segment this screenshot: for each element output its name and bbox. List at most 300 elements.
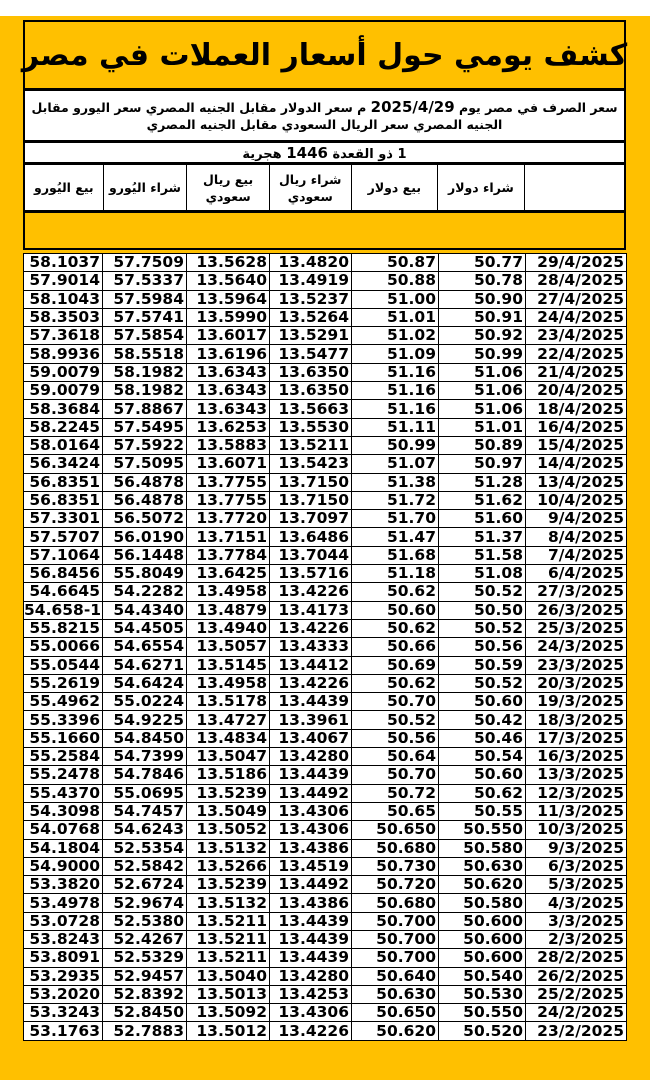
sell-euro-cell: 53.3243 [24, 1004, 103, 1022]
sell-dollar-cell: 50.65 [352, 802, 439, 820]
sell-dollar-cell: 50.60 [352, 601, 439, 619]
sell-euro-cell: 53.1763 [24, 1022, 103, 1040]
buy-dollar-cell: 50.550 [439, 821, 526, 839]
sell-dollar-cell: 50.70 [352, 693, 439, 711]
buy-dollar-cell: 51.01 [439, 418, 526, 436]
sell-euro-cell: 56.3424 [24, 455, 103, 473]
date-cell: 7/4/2025 [526, 546, 627, 564]
buy-euro-cell: 54.8450 [103, 729, 187, 747]
sell-riyal-cell: 13.6071 [187, 455, 270, 473]
sell-euro-cell: 54.1804 [24, 839, 103, 857]
buy-dollar-cell: 51.06 [439, 382, 526, 400]
table-row [24, 1022, 627, 1040]
buy-euro-cell: 52.5380 [103, 912, 187, 930]
sell-riyal-cell: 13.7151 [187, 528, 270, 546]
sell-riyal-cell: 13.5266 [187, 857, 270, 875]
buy-riyal-cell: 13.4519 [270, 857, 352, 875]
buy-dollar-cell: 50.550 [439, 1004, 526, 1022]
date-cell: 14/4/2025 [526, 455, 627, 473]
sell-dollar-cell: 51.01 [352, 308, 439, 326]
sell-riyal-cell: 13.5132 [187, 894, 270, 912]
date-cell: 25/2/2025 [526, 985, 627, 1003]
table-row [24, 345, 627, 363]
buy-dollar-cell: 50.54 [439, 748, 526, 766]
buy-dollar-cell: 50.89 [439, 436, 526, 454]
buy-riyal-cell: 13.4412 [270, 656, 352, 674]
table-row [24, 254, 627, 272]
sell-euro-cell: 58.9936 [24, 345, 103, 363]
date-cell: 16/4/2025 [526, 418, 627, 436]
buy-riyal-cell: 13.4226 [270, 1022, 352, 1040]
buy-dollar-cell: 50.42 [439, 711, 526, 729]
sell-riyal-cell: 13.7755 [187, 491, 270, 509]
page-title: كشف يومي حول أسعار العملات في مصر [21, 37, 628, 73]
header-buy-riyal: شراء ريال سعودي [269, 165, 351, 210]
buy-riyal-cell: 13.7097 [270, 510, 352, 528]
sell-euro-cell: 58.1037 [24, 254, 103, 272]
sell-euro-cell: 55.2584 [24, 748, 103, 766]
buy-riyal-cell: 13.4333 [270, 638, 352, 656]
sell-dollar-cell: 51.38 [352, 473, 439, 491]
table-row [24, 565, 627, 583]
sell-riyal-cell: 13.5883 [187, 436, 270, 454]
date-cell: 22/4/2025 [526, 345, 627, 363]
header-sell-riyal: بيع ريال سعودي [186, 165, 269, 210]
buy-euro-cell: 54.4340 [103, 601, 187, 619]
date-cell: 24/3/2025 [526, 638, 627, 656]
table-row [24, 894, 627, 912]
header-sell-dollar: بيع دولار [351, 165, 438, 210]
table-row [24, 748, 627, 766]
sell-euro-cell: 55.2478 [24, 766, 103, 784]
table-row [24, 656, 627, 674]
table-row [24, 382, 627, 400]
buy-riyal-cell: 13.4386 [270, 839, 352, 857]
table-row [24, 674, 627, 692]
sell-euro-cell: 57.3618 [24, 327, 103, 345]
sell-riyal-cell: 13.5040 [187, 967, 270, 985]
buy-riyal-cell: 13.5530 [270, 418, 352, 436]
sell-dollar-cell: 50.87 [352, 254, 439, 272]
description-text [31, 99, 618, 133]
date-cell: 21/4/2025 [526, 363, 627, 381]
header-buy-dollar: شراء دولار [437, 165, 524, 210]
table-row [24, 491, 627, 509]
buy-euro-cell: 52.6724 [103, 876, 187, 894]
buy-riyal-cell: 13.5663 [270, 400, 352, 418]
buy-dollar-cell: 50.92 [439, 327, 526, 345]
sell-riyal-cell: 13.5178 [187, 693, 270, 711]
table-row [24, 876, 627, 894]
buy-euro-cell: 52.7883 [103, 1022, 187, 1040]
sell-riyal-cell: 13.6343 [187, 400, 270, 418]
sell-euro-cell: 54.6645 [24, 583, 103, 601]
buy-euro-cell: 57.7509 [103, 254, 187, 272]
buy-riyal-cell: 13.4226 [270, 583, 352, 601]
buy-euro-cell: 57.5854 [103, 327, 187, 345]
date-cell: 10/3/2025 [526, 821, 627, 839]
header-sell-euro: بيع اليُورو [34, 180, 94, 195]
sell-riyal-cell: 13.5049 [187, 802, 270, 820]
sell-dollar-cell: 50.730 [352, 857, 439, 875]
date-cell: 26/3/2025 [526, 601, 627, 619]
buy-dollar-cell: 50.520 [439, 1022, 526, 1040]
sell-dollar-cell: 50.72 [352, 784, 439, 802]
sell-euro-cell: 53.8091 [24, 949, 103, 967]
sell-riyal-cell: 13.7784 [187, 546, 270, 564]
date-cell: 8/4/2025 [526, 528, 627, 546]
buy-dollar-cell: 50.62 [439, 784, 526, 802]
sell-dollar-cell: 50.99 [352, 436, 439, 454]
sell-riyal-cell: 13.7720 [187, 510, 270, 528]
header-buy-euro: شراء اليُورو [103, 165, 187, 210]
sell-riyal-cell: 13.5211 [187, 912, 270, 930]
date-cell: 10/4/2025 [526, 491, 627, 509]
buy-riyal-cell: 13.4439 [270, 930, 352, 948]
date-cell: 4/3/2025 [526, 894, 627, 912]
date-cell: 23/4/2025 [526, 327, 627, 345]
sell-euro-cell: 59.0079 [24, 363, 103, 381]
sell-riyal-cell: 13.5186 [187, 766, 270, 784]
sell-riyal-cell: 13.5239 [187, 876, 270, 894]
buy-riyal-cell: 13.4067 [270, 729, 352, 747]
buy-euro-cell: 55.0224 [103, 693, 187, 711]
buy-euro-cell: 58.5518 [103, 345, 187, 363]
sell-dollar-cell: 50.620 [352, 1022, 439, 1040]
sell-euro-cell: 58.0164 [24, 436, 103, 454]
date-cell: 20/4/2025 [526, 382, 627, 400]
table-row [24, 711, 627, 729]
sell-dollar-cell: 50.62 [352, 674, 439, 692]
buy-dollar-cell: 50.99 [439, 345, 526, 363]
sell-riyal-cell: 13.5013 [187, 985, 270, 1003]
sell-riyal-cell: 13.5640 [187, 272, 270, 290]
table-row [24, 327, 627, 345]
sell-euro-cell: 57.3301 [24, 510, 103, 528]
buy-riyal-cell: 13.4919 [270, 272, 352, 290]
sell-euro-cell: 56.8351 [24, 473, 103, 491]
sell-euro-cell: 58.2245 [24, 418, 103, 436]
buy-euro-cell: 54.6243 [103, 821, 187, 839]
buy-riyal-cell: 13.5716 [270, 565, 352, 583]
buy-riyal-cell: 13.4280 [270, 748, 352, 766]
sell-dollar-cell: 51.68 [352, 546, 439, 564]
sell-euro-cell: 55.4962 [24, 693, 103, 711]
table-row [24, 693, 627, 711]
sell-dollar-cell: 51.02 [352, 327, 439, 345]
date-cell: 9/3/2025 [526, 839, 627, 857]
sell-riyal-cell: 13.4958 [187, 583, 270, 601]
buy-euro-cell: 57.5922 [103, 436, 187, 454]
buy-riyal-cell: 13.4439 [270, 766, 352, 784]
date-cell: 17/3/2025 [526, 729, 627, 747]
sell-riyal-cell: 13.6343 [187, 382, 270, 400]
sell-riyal-cell: 13.6425 [187, 565, 270, 583]
sell-euro-cell: 58.3503 [24, 308, 103, 326]
sell-dollar-cell: 50.720 [352, 876, 439, 894]
sell-dollar-cell: 50.630 [352, 985, 439, 1003]
buy-dollar-cell: 50.580 [439, 894, 526, 912]
buy-riyal-cell: 13.4386 [270, 894, 352, 912]
date-cell: 6/4/2025 [526, 565, 627, 583]
title-banner [23, 20, 626, 90]
table-row [24, 784, 627, 802]
sell-riyal-cell: 13.5012 [187, 1022, 270, 1040]
sell-euro-cell: 55.0544 [24, 656, 103, 674]
buy-dollar-cell: 50.77 [439, 254, 526, 272]
buy-riyal-cell: 13.6350 [270, 363, 352, 381]
buy-dollar-cell: 50.620 [439, 876, 526, 894]
sell-riyal-cell: 13.7755 [187, 473, 270, 491]
buy-riyal-cell: 13.4439 [270, 912, 352, 930]
date-cell: 27/3/2025 [526, 583, 627, 601]
buy-dollar-cell: 50.97 [439, 455, 526, 473]
buy-riyal-cell: 13.5264 [270, 308, 352, 326]
date-cell: 18/4/2025 [526, 400, 627, 418]
table-row [24, 1004, 627, 1022]
buy-riyal-cell: 13.5477 [270, 345, 352, 363]
sell-riyal-cell: 13.5145 [187, 656, 270, 674]
hijri-year: 1446 [286, 143, 328, 162]
hijri-date [242, 144, 406, 162]
date-cell: 26/2/2025 [526, 967, 627, 985]
sell-euro-cell: 57.1064 [24, 546, 103, 564]
buy-euro-cell: 54.7399 [103, 748, 187, 766]
table-row [24, 930, 627, 948]
buy-dollar-cell: 51.06 [439, 363, 526, 381]
buy-euro-cell: 56.4878 [103, 473, 187, 491]
sell-euro-cell: 54.9000 [24, 857, 103, 875]
sell-riyal-cell: 13.6343 [187, 363, 270, 381]
buy-riyal-cell: 13.4306 [270, 802, 352, 820]
buy-riyal-cell: 13.4306 [270, 821, 352, 839]
sell-riyal-cell: 13.4727 [187, 711, 270, 729]
buy-dollar-cell: 50.60 [439, 693, 526, 711]
sell-riyal-cell: 13.4940 [187, 619, 270, 637]
sell-dollar-cell: 51.11 [352, 418, 439, 436]
buy-dollar-cell: 50.600 [439, 949, 526, 967]
buy-dollar-cell: 51.08 [439, 565, 526, 583]
description-date: 2025/4/29 [370, 97, 455, 116]
sell-dollar-cell: 50.52 [352, 711, 439, 729]
buy-dollar-cell: 50.90 [439, 290, 526, 308]
date-cell: 24/2/2025 [526, 1004, 627, 1022]
buy-dollar-cell: 50.540 [439, 967, 526, 985]
buy-euro-cell: 56.0190 [103, 528, 187, 546]
sell-euro-cell: 54.0768 [24, 821, 103, 839]
buy-euro-cell: 57.8867 [103, 400, 187, 418]
sell-dollar-cell: 50.680 [352, 839, 439, 857]
date-cell: 2/3/2025 [526, 930, 627, 948]
date-cell: 25/3/2025 [526, 619, 627, 637]
buy-dollar-cell: 50.55 [439, 802, 526, 820]
buy-euro-cell: 56.5072 [103, 510, 187, 528]
table-row [24, 546, 627, 564]
sell-dollar-cell: 50.700 [352, 912, 439, 930]
sell-riyal-cell: 13.5057 [187, 638, 270, 656]
buy-euro-cell: 54.9225 [103, 711, 187, 729]
sell-euro-cell: 56.8351 [24, 491, 103, 509]
buy-riyal-cell: 13.4439 [270, 693, 352, 711]
buy-euro-cell: 57.5495 [103, 418, 187, 436]
sell-euro-cell: 56.8456 [24, 565, 103, 583]
buy-dollar-cell: 51.60 [439, 510, 526, 528]
sell-dollar-cell: 51.70 [352, 510, 439, 528]
sell-euro-cell: 55.0066 [24, 638, 103, 656]
buy-euro-cell: 52.9674 [103, 894, 187, 912]
sell-riyal-cell: 13.5211 [187, 930, 270, 948]
date-cell: 29/4/2025 [526, 254, 627, 272]
table-row [24, 802, 627, 820]
buy-riyal-cell: 13.5423 [270, 455, 352, 473]
buy-dollar-cell: 51.37 [439, 528, 526, 546]
sell-dollar-cell: 50.700 [352, 930, 439, 948]
sell-dollar-cell: 51.09 [352, 345, 439, 363]
table-row [24, 290, 627, 308]
buy-riyal-cell: 13.3961 [270, 711, 352, 729]
table-row [24, 619, 627, 637]
sell-riyal-cell: 13.4834 [187, 729, 270, 747]
buy-dollar-cell: 50.600 [439, 930, 526, 948]
buy-euro-cell: 54.4505 [103, 619, 187, 637]
sell-euro-cell: 57.9014 [24, 272, 103, 290]
buy-dollar-cell: 50.59 [439, 656, 526, 674]
table-row [24, 821, 627, 839]
sell-dollar-cell: 50.650 [352, 821, 439, 839]
sell-riyal-cell: 13.5047 [187, 748, 270, 766]
sell-dollar-cell: 51.00 [352, 290, 439, 308]
sell-riyal-cell: 13.5239 [187, 784, 270, 802]
buy-riyal-cell: 13.4306 [270, 1004, 352, 1022]
sell-riyal-cell: 13.6253 [187, 418, 270, 436]
sell-euro-cell: 53.4978 [24, 894, 103, 912]
sell-dollar-cell: 51.16 [352, 363, 439, 381]
buy-riyal-cell: 13.4226 [270, 619, 352, 637]
header-spacer-row [23, 211, 626, 250]
buy-riyal-cell: 13.7150 [270, 473, 352, 491]
table-row [24, 418, 627, 436]
table-row [24, 400, 627, 418]
buy-euro-cell: 52.8450 [103, 1004, 187, 1022]
buy-riyal-cell: 13.4820 [270, 254, 352, 272]
buy-euro-cell: 57.5337 [103, 272, 187, 290]
buy-dollar-cell: 51.28 [439, 473, 526, 491]
date-cell: 11/3/2025 [526, 802, 627, 820]
sell-riyal-cell: 13.6017 [187, 327, 270, 345]
sell-dollar-cell: 51.16 [352, 400, 439, 418]
description-before-date: سعر الصرف في مصر يوم [459, 99, 618, 115]
buy-dollar-cell: 50.46 [439, 729, 526, 747]
buy-dollar-cell: 50.530 [439, 985, 526, 1003]
date-cell: 19/3/2025 [526, 693, 627, 711]
description-box [23, 89, 626, 142]
sell-dollar-cell: 50.62 [352, 583, 439, 601]
buy-euro-cell: 52.5354 [103, 839, 187, 857]
table-row [24, 949, 627, 967]
sell-dollar-cell: 50.66 [352, 638, 439, 656]
table-row [24, 510, 627, 528]
buy-dollar-cell: 50.600 [439, 912, 526, 930]
buy-euro-cell: 52.5329 [103, 949, 187, 967]
date-cell: 6/3/2025 [526, 857, 627, 875]
sell-dollar-cell: 50.56 [352, 729, 439, 747]
sell-riyal-cell: 13.5211 [187, 949, 270, 967]
sell-euro-cell: 55.1660 [24, 729, 103, 747]
table-row [24, 308, 627, 326]
buy-euro-cell: 54.7846 [103, 766, 187, 784]
buy-riyal-cell: 13.4439 [270, 949, 352, 967]
buy-euro-cell: 57.5984 [103, 290, 187, 308]
buy-euro-cell: 57.5095 [103, 455, 187, 473]
date-cell: 28/4/2025 [526, 272, 627, 290]
date-cell: 13/4/2025 [526, 473, 627, 491]
table-row [24, 857, 627, 875]
date-cell: 12/3/2025 [526, 784, 627, 802]
buy-euro-cell: 55.8049 [103, 565, 187, 583]
exchange-rate-table [23, 253, 627, 1041]
buy-euro-cell: 54.6554 [103, 638, 187, 656]
buy-euro-cell: 58.1982 [103, 363, 187, 381]
table-row [24, 638, 627, 656]
buy-dollar-cell: 51.58 [439, 546, 526, 564]
sell-dollar-cell: 51.16 [352, 382, 439, 400]
table-row [24, 839, 627, 857]
exchange-rate-table-body [24, 254, 627, 1041]
buy-dollar-cell: 50.91 [439, 308, 526, 326]
sell-riyal-cell: 13.5052 [187, 821, 270, 839]
sell-dollar-cell: 50.700 [352, 949, 439, 967]
table-row [24, 473, 627, 491]
date-cell: 20/3/2025 [526, 674, 627, 692]
date-cell: 24/4/2025 [526, 308, 627, 326]
sell-euro-cell: 55.4370 [24, 784, 103, 802]
sell-euro-cell: 58.1043 [24, 290, 103, 308]
buy-dollar-cell: 50.630 [439, 857, 526, 875]
table-row [24, 912, 627, 930]
sell-euro-cell: 58.3684 [24, 400, 103, 418]
buy-euro-cell: 56.1448 [103, 546, 187, 564]
sell-riyal-cell: 13.4879 [187, 601, 270, 619]
sell-euro-cell: 55.3396 [24, 711, 103, 729]
hijri-date-box [23, 141, 626, 164]
sell-riyal-cell: 13.5628 [187, 254, 270, 272]
sell-euro-cell: 53.8243 [24, 930, 103, 948]
sell-riyal-cell: 13.6196 [187, 345, 270, 363]
buy-euro-cell: 56.4878 [103, 491, 187, 509]
date-cell: 18/3/2025 [526, 711, 627, 729]
buy-dollar-cell: 50.580 [439, 839, 526, 857]
date-cell: 13/3/2025 [526, 766, 627, 784]
sell-riyal-cell: 13.4958 [187, 674, 270, 692]
buy-euro-cell: 52.8392 [103, 985, 187, 1003]
sell-riyal-cell: 13.5092 [187, 1004, 270, 1022]
date-cell: 23/2/2025 [526, 1022, 627, 1040]
buy-euro-cell: 57.5741 [103, 308, 187, 326]
sell-euro-cell: 53.3820 [24, 876, 103, 894]
buy-dollar-cell: 50.52 [439, 619, 526, 637]
sell-dollar-cell: 50.88 [352, 272, 439, 290]
buy-euro-cell: 52.4267 [103, 930, 187, 948]
sell-dollar-cell: 51.07 [352, 455, 439, 473]
sell-dollar-cell: 50.680 [352, 894, 439, 912]
sell-euro-cell: 54.658-1 [24, 601, 102, 619]
date-cell: 16/3/2025 [526, 748, 627, 766]
buy-dollar-cell: 50.60 [439, 766, 526, 784]
buy-riyal-cell: 13.4492 [270, 876, 352, 894]
date-cell: 15/4/2025 [526, 436, 627, 454]
buy-dollar-cell: 50.52 [439, 583, 526, 601]
buy-riyal-cell: 13.4226 [270, 674, 352, 692]
